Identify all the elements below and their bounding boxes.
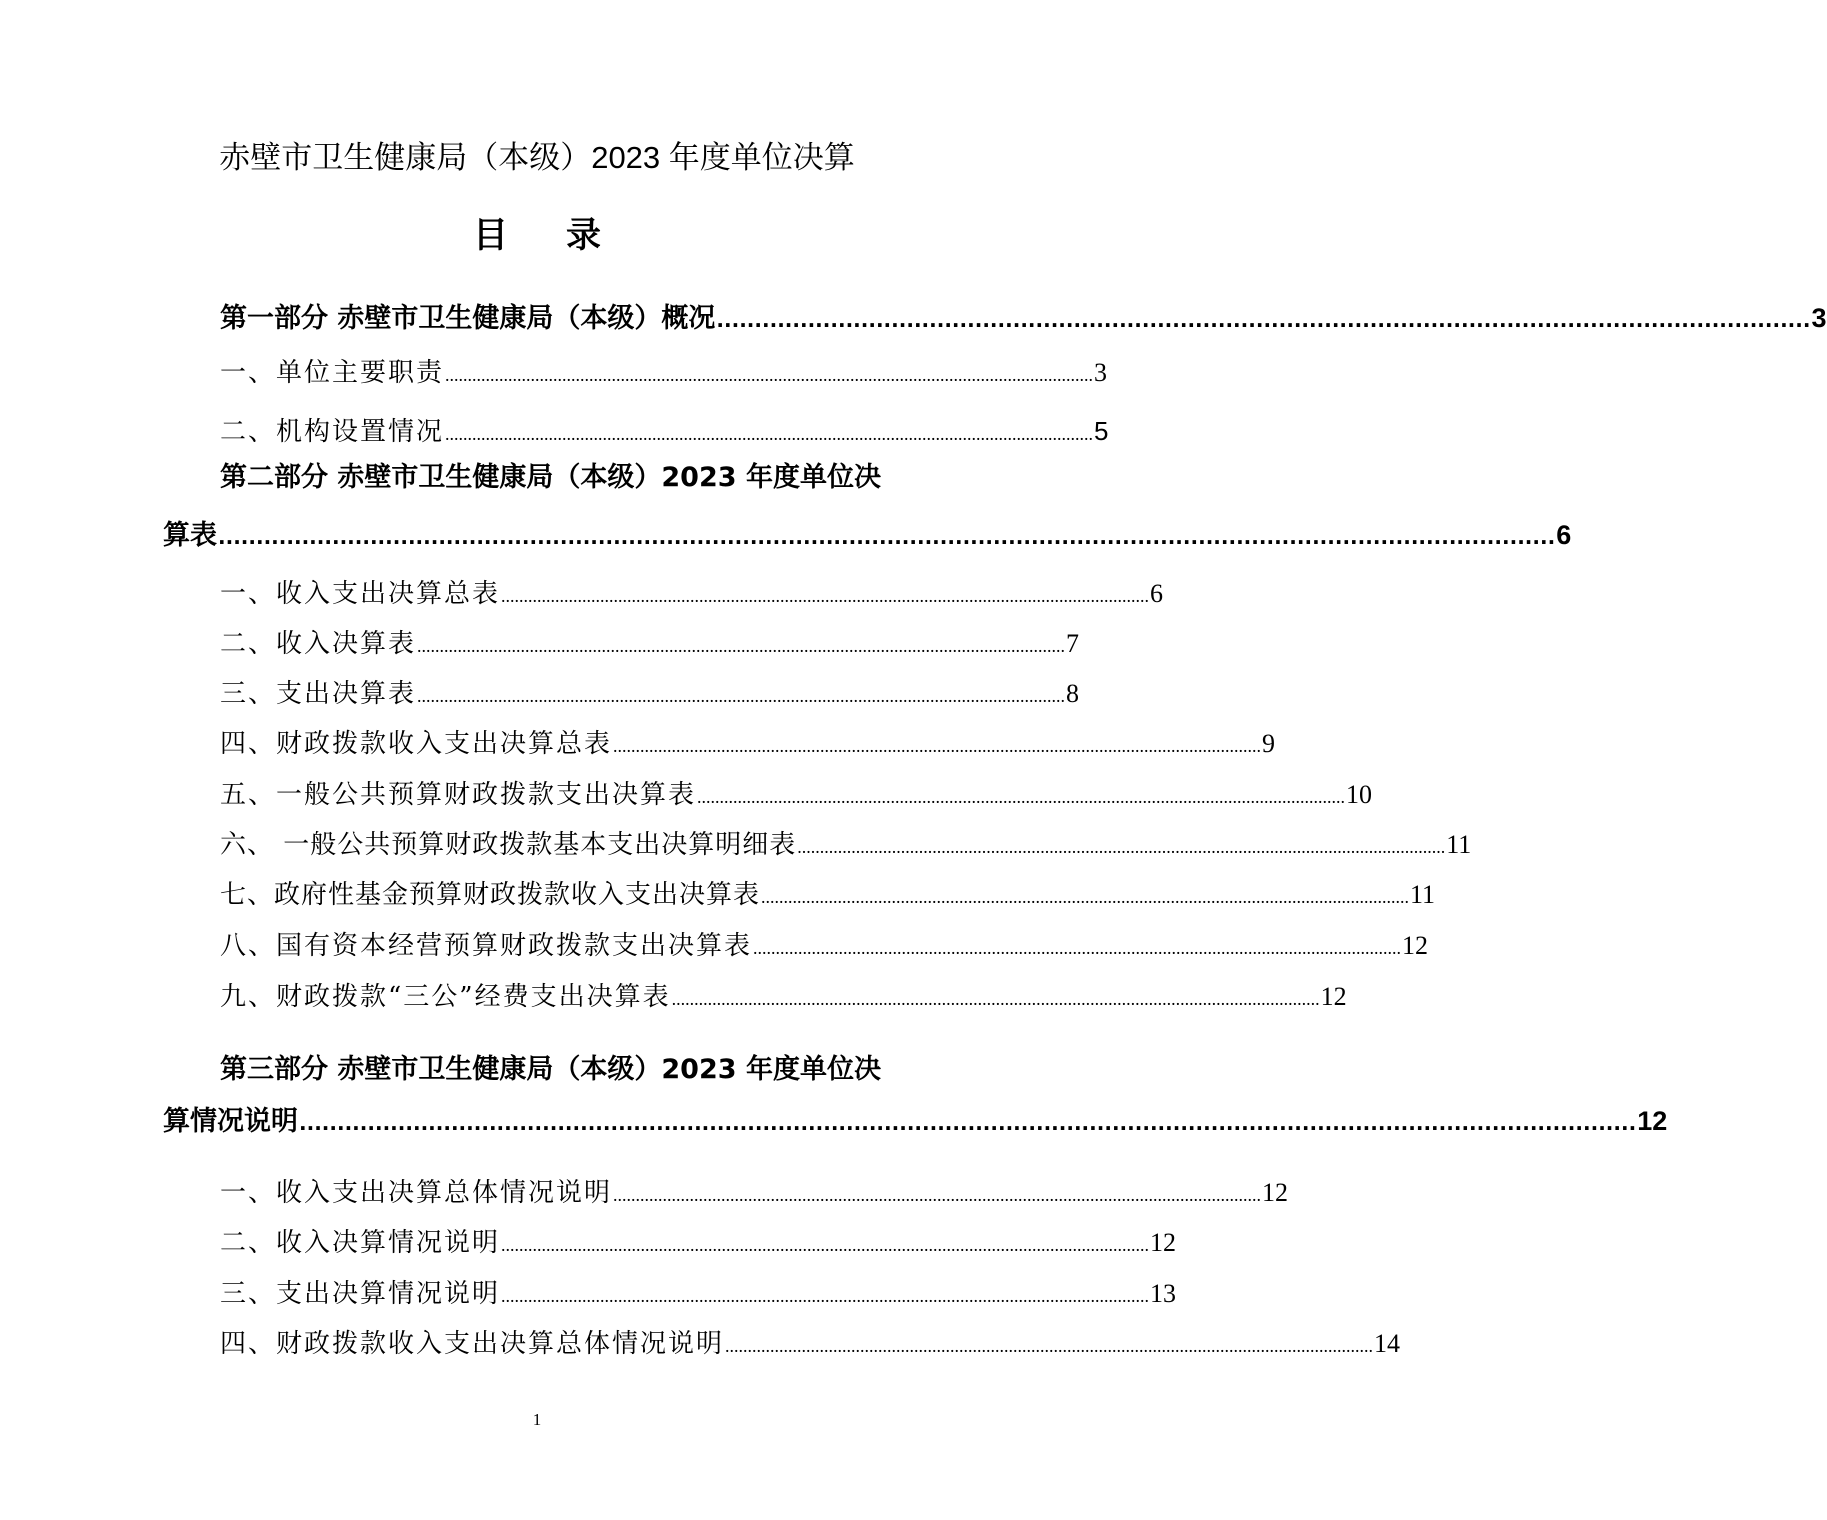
dot-leader: ................................................................................................................................................................................	[218, 525, 1556, 549]
dot-leader: ................................................................................................................................................	[501, 1235, 1150, 1255]
toc-item[interactable]	[220, 576, 1164, 614]
toc-item[interactable]	[220, 1276, 1177, 1314]
toc-item-page: 14	[1374, 1329, 1401, 1358]
toc-item[interactable]	[220, 1326, 1401, 1364]
dot-leader: ................................................................................................................................................	[725, 1336, 1374, 1356]
toc-item-page: 6	[1150, 579, 1164, 608]
toc-item-page: 11	[1446, 830, 1472, 859]
toc-item[interactable]	[220, 928, 1429, 966]
dot-leader: ................................................................................................................................................	[753, 938, 1402, 958]
dot-leader: ................................................................................................................................................	[417, 686, 1066, 706]
toc-item-page: 12	[1150, 1228, 1177, 1257]
toc-part-1-label: 第一部分 赤壁市卫生健康局（本级）概况	[220, 303, 716, 334]
toc-item[interactable]	[220, 355, 1108, 393]
toc-item-page: 5	[1094, 416, 1109, 446]
toc-item[interactable]	[220, 1225, 1177, 1263]
toc-part-1[interactable]	[220, 300, 1827, 338]
dot-leader: ................................................................................................................................................	[445, 365, 1094, 385]
toc-heading: 目录	[472, 216, 659, 256]
toc-item[interactable]	[220, 626, 1080, 664]
dot-leader: ................................................................................................................................................	[716, 308, 1811, 332]
toc-part-3-page: 12	[1637, 1106, 1668, 1136]
toc-item-label: 四、财政拨款收入支出决算总表	[220, 729, 613, 759]
toc-item[interactable]	[220, 979, 1347, 1017]
toc-item-label: 二、收入决算情况说明	[220, 1228, 501, 1258]
toc-item-label: 五、一般公共预算财政拨款支出决算表	[220, 780, 697, 810]
toc-item-page: 12	[1402, 931, 1429, 960]
toc-item-label: 九、财政拨款“三公”经费支出决算表	[220, 982, 671, 1012]
toc-item-page: 3	[1094, 358, 1108, 387]
toc-item-page: 11	[1410, 880, 1436, 909]
toc-item-page: 10	[1346, 780, 1373, 809]
toc-part-3-label-line1[interactable]: 第三部分 赤壁市卫生健康局（本级）2023 年度单位决	[220, 1054, 881, 1085]
toc-item[interactable]	[220, 726, 1276, 764]
toc-item-page: 13	[1150, 1279, 1177, 1308]
dot-leader: ................................................................................................................................................	[613, 736, 1262, 756]
dot-leader: ................................................................................................................................................	[501, 1286, 1150, 1306]
toc-part-1-page: 3	[1811, 303, 1827, 333]
dot-leader: ................................................................................................................................................	[797, 837, 1446, 857]
toc-item-label: 三、支出决算表	[220, 679, 417, 709]
toc-item-page: 12	[1320, 982, 1347, 1011]
toc-part-2[interactable]	[163, 517, 1572, 555]
dot-leader: ................................................................................................................................................	[761, 887, 1410, 907]
toc-item-label: 二、收入决算表	[220, 629, 417, 659]
document-title: 赤壁市卫生健康局（本级）2023 年度单位决算	[219, 140, 855, 175]
toc-item-label: 一、收入支出决算总表	[220, 579, 501, 609]
toc-item-label: 八、国有资本经营预算财政拨款支出决算表	[220, 931, 753, 961]
toc-item-label: 七、政府性基金预算财政拨款收入支出决算表	[220, 880, 761, 910]
toc-item-page: 7	[1066, 629, 1080, 658]
toc-part-2-page: 6	[1556, 520, 1572, 550]
dot-leader: ................................................................................................................................................	[417, 636, 1066, 656]
page-number: 1	[532, 1410, 542, 1429]
toc-item-label: 三、支出决算情况说明	[220, 1279, 501, 1309]
toc-item-page: 9	[1262, 729, 1276, 758]
toc-item[interactable]	[220, 413, 1109, 452]
toc-part-2-label-line2: 算表	[163, 520, 217, 551]
toc-item[interactable]	[220, 1175, 1289, 1213]
toc-part-2-label-line1[interactable]: 第二部分 赤壁市卫生健康局（本级）2023 年度单位决	[220, 462, 881, 493]
dot-leader: ................................................................................................................................................	[671, 989, 1320, 1009]
toc-part-3-label-line2: 算情况说明	[163, 1106, 298, 1137]
toc-item-page: 12	[1262, 1178, 1289, 1207]
toc-part-3[interactable]	[163, 1103, 1668, 1141]
dot-leader: ................................................................................................................................................	[445, 424, 1094, 444]
dot-leader: ................................................................................................................................................	[697, 787, 1346, 807]
toc-item-label: 一、单位主要职责	[220, 358, 445, 388]
toc-item-label: 四、财政拨款收入支出决算总体情况说明	[220, 1329, 725, 1359]
dot-leader: ................................................................................................................................................	[613, 1185, 1262, 1205]
toc-item[interactable]	[220, 877, 1436, 915]
toc-item[interactable]	[220, 777, 1373, 815]
toc-item-label: 一、收入支出决算总体情况说明	[220, 1178, 613, 1208]
dot-leader: ................................................................................................................................................	[501, 586, 1150, 606]
toc-item[interactable]	[220, 827, 1472, 865]
toc-item-page: 8	[1066, 679, 1080, 708]
toc-item[interactable]	[220, 676, 1080, 714]
dot-leader: ................................................................................................................................................................................	[299, 1111, 1637, 1135]
toc-item-label: 二、机构设置情况	[220, 417, 445, 447]
toc-item-label: 六、 一般公共预算财政拨款基本支出决算明细表	[220, 830, 797, 860]
